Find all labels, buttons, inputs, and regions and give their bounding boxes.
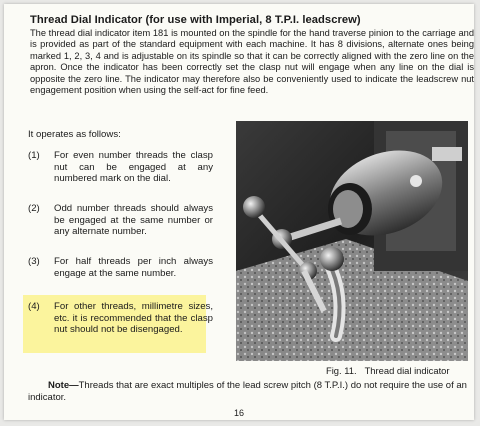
page-number: 16 <box>233 408 244 418</box>
operation-text: For even number threads the clasp nut can be engaged at any numbered mark on the dial. <box>54 150 213 185</box>
section-heading: Thread Dial Indicator (for use with Imperial, 8 T.P.I. leadscrew) <box>30 14 361 26</box>
operation-item <box>28 150 213 185</box>
operation-number: (3) <box>28 256 40 267</box>
operation-item <box>28 256 213 279</box>
figure-caption <box>326 365 450 376</box>
operation-item <box>28 203 213 238</box>
intro-paragraph: The thread dial indicator item 181 is mounted on the spindle for the hand traverse pinion to the carriage and is provided as part of the standard equipment with each machine. It has 8 divisions, alternate ones being marked 1, 2, 3, 4 and is adjustable on its spindle so that it can be correctly aligned with the zero line on the apron. Once the indicator has been correctly set the clasp nut will engage when any line on the dial is opposite the zero line. The indicator may therefore also be conveniently used to indicate the leadscrew nut engagement position when using the self-act for fine feed. <box>30 28 474 96</box>
figure-caption-text: Thread dial indicator <box>364 365 450 376</box>
note-paragraph <box>28 380 468 403</box>
operation-item-highlighted <box>28 301 213 336</box>
operation-text: For half threads per inch always engage at the same number. <box>54 256 213 279</box>
operation-text: For other threads, millimetre sizes, etc. it is recommended that the clasp nut should not be disengaged. <box>54 301 213 336</box>
thread-dial-photo <box>236 121 468 361</box>
operation-number: (2) <box>28 203 40 214</box>
manual-page <box>4 4 474 420</box>
note-text: Threads that are exact multiples of the lead screw pitch (8 T.P.I.) do not require the use of an indicator. <box>28 380 467 403</box>
thread-dial-illustration <box>236 121 468 361</box>
operation-text: Odd number threads should always be engaged at the same number or any alternate number. <box>54 203 213 238</box>
operations-intro: It operates as follows: <box>28 129 121 140</box>
note-lead: Note— <box>48 380 79 391</box>
operation-number: (4) <box>28 301 40 312</box>
figure-number: Fig. 11. <box>326 365 357 376</box>
operation-number: (1) <box>28 150 40 161</box>
